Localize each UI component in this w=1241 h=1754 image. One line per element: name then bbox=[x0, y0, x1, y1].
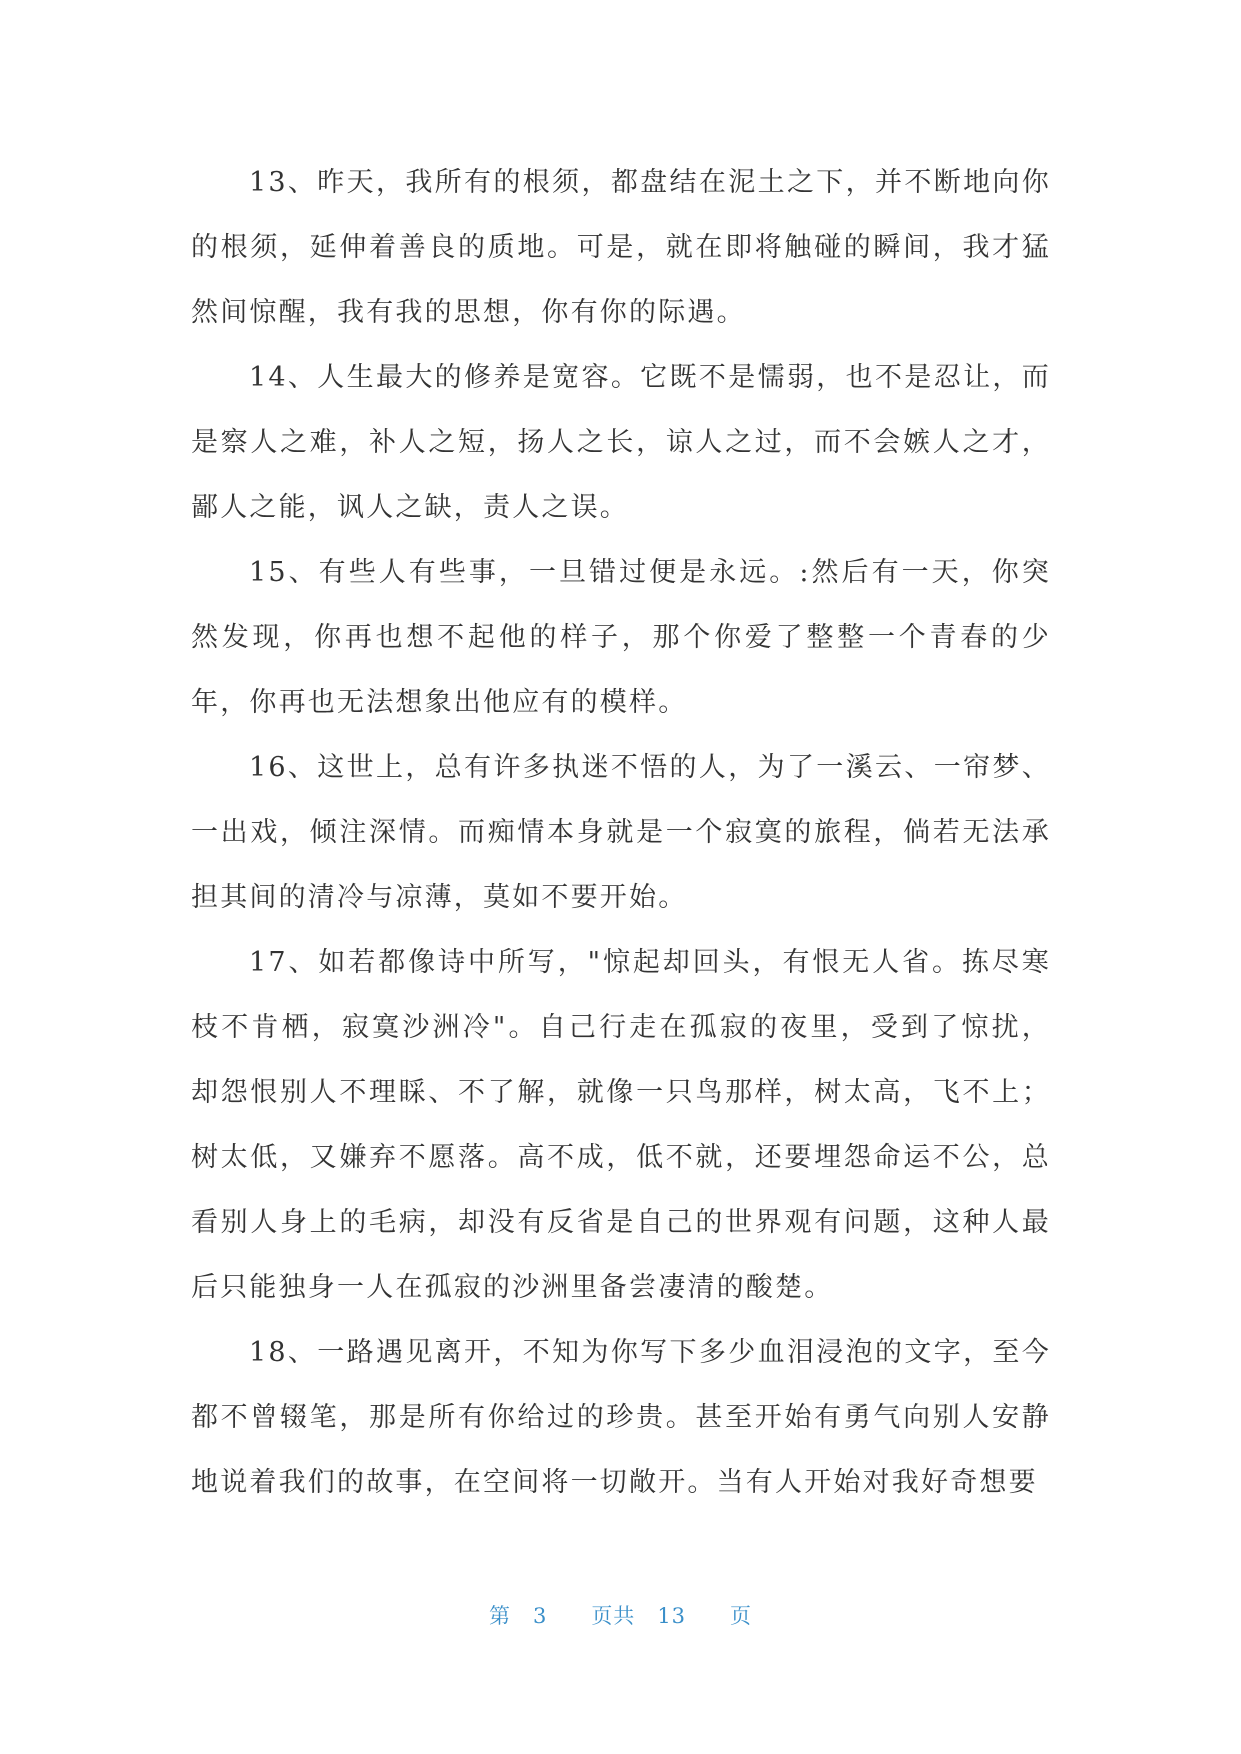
paragraph-17: 17、如若都像诗中所写，"惊起却回头，有恨无人省。拣尽寒枝不肯栖，寂寞沙洲冷"。自己行走在孤寂的夜里，受到了惊扰，却怨恨别人不理睬、不了解，就像一只鸟那样，树太高，飞不上；树太低，又嫌弃不愿落。高不成，低不就，还要埋怨命运不公，总看别人身上的毛病，却没有反省是自己的世界观有问题，这种人最后只能独身一人在孤寂的沙洲里备尝凄清的酸楚。 bbox=[191, 947, 1051, 1303]
footer-total-pages: 13 bbox=[657, 1604, 687, 1628]
footer-middle: 页共 bbox=[591, 1604, 636, 1628]
paragraph-14: 14、人生最大的修养是宽容。它既不是懦弱，也不是忍让，而是察人之难，补人之短，扬人之长，谅人之过，而不会嫉人之才，鄙人之能，讽人之缺，责人之误。 bbox=[191, 362, 1051, 523]
paragraph-18: 18、一路遇见离开，不知为你写下多少血泪浸泡的文字，至今都不曾辍笔，那是所有你给过的珍贵。甚至开始有勇气向别人安静地说着我们的故事，在空间将一切敞开。当有人开始对我好奇想要 bbox=[191, 1337, 1051, 1498]
paragraph-13: 13、昨天，我所有的根须，都盘结在泥土之下，并不断地向你的根须，延伸着善良的质地。可是，就在即将触碰的瞬间，我才猛然间惊醒，我有我的思想，你有你的际遇。 bbox=[191, 167, 1051, 328]
footer-prefix: 第 bbox=[488, 1604, 511, 1628]
page-footer bbox=[0, 1600, 1241, 1630]
document-body bbox=[191, 150, 1051, 1515]
paragraph-15: 15、有些人有些事，一旦错过便是永远。:然后有一天，你突然发现，你再也想不起他的样子，那个你爱了整整一个青春的少年，你再也无法想象出他应有的模样。 bbox=[191, 557, 1051, 718]
footer-suffix: 页 bbox=[730, 1604, 753, 1628]
footer-current-page: 3 bbox=[532, 1604, 548, 1628]
paragraph-16: 16、这世上，总有许多执迷不悟的人，为了一溪云、一帘梦、一出戏，倾注深情。而痴情本身就是一个寂寞的旅程，倘若无法承担其间的清冷与凉薄，莫如不要开始。 bbox=[191, 752, 1051, 913]
